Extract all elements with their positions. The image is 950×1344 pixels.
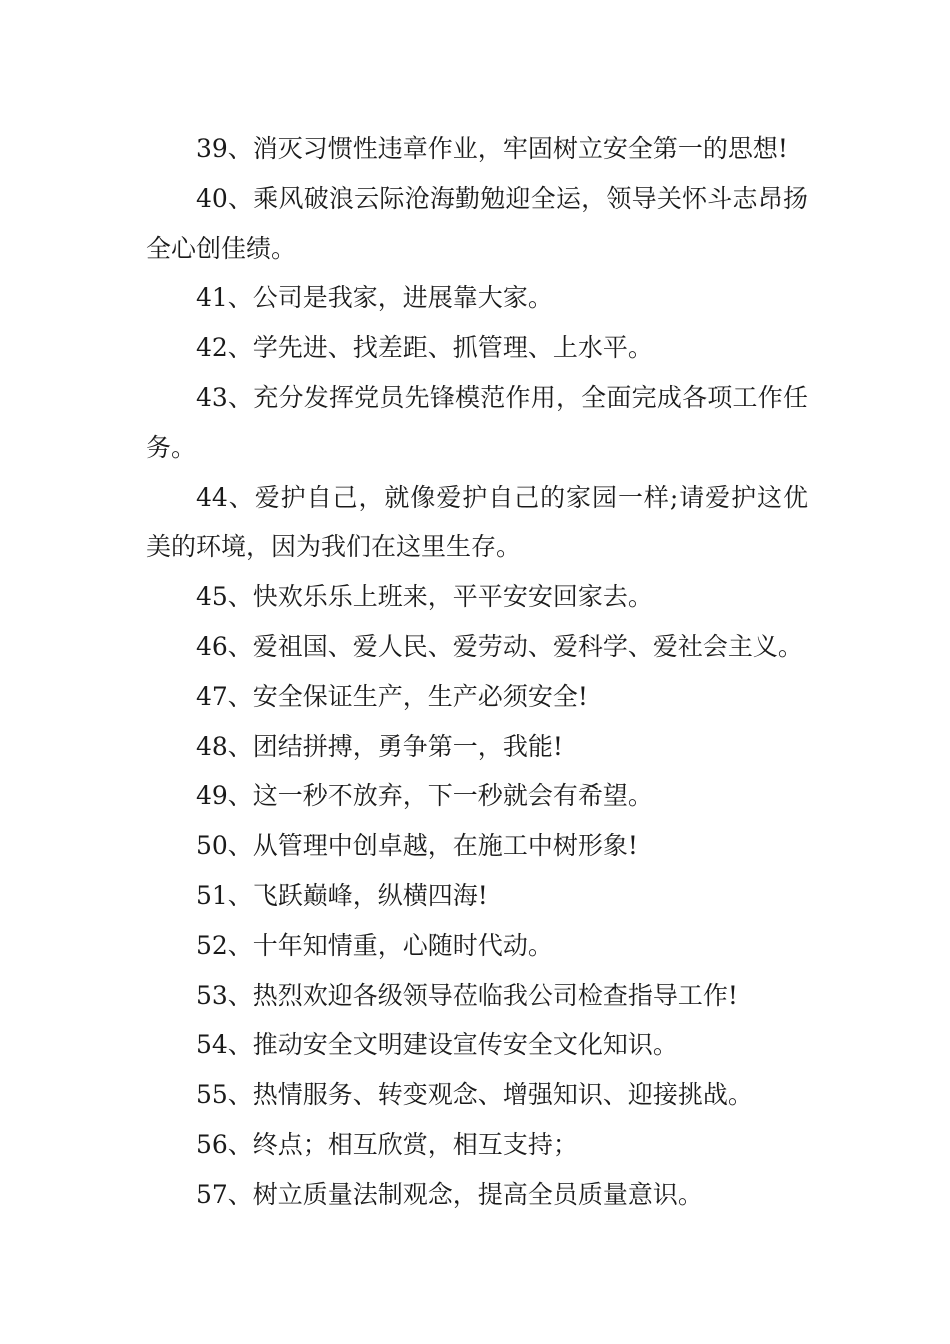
- slogan-paragraph: 53、热烈欢迎各级领导莅临我公司检查指导工作!: [196, 980, 738, 1010]
- slogan-paragraph: 48、团结拼搏，勇争第一，我能!: [196, 731, 563, 761]
- slogan-paragraph: 56、终点；相互欣赏，相互支持；: [196, 1129, 578, 1159]
- slogan-paragraph: 41、公司是我家，进展靠大家。: [196, 283, 553, 313]
- slogan-paragraph: 40、乘风破浪云际沧海勤勉迎全运，领导关怀斗志昂扬全心创佳绩。: [146, 183, 808, 263]
- slogan-paragraph: 43、充分发挥党员先锋模范作用，全面完成各项工作任务。: [146, 382, 808, 462]
- slogan-paragraph: 54、推动安全文明建设宣传安全文化知识。: [196, 1030, 678, 1060]
- slogan-paragraph: 45、快欢乐乐上班来，平平安安回家去。: [196, 582, 653, 612]
- slogan-paragraph: 51、飞跃巅峰，纵横四海!: [196, 880, 488, 910]
- slogan-paragraph: 39、消灭习惯性违章作业，牢固树立安全第一的思想!: [196, 134, 788, 163]
- slogan-paragraph: 42、学先进、找差距、抓管理、上水平。: [196, 333, 653, 363]
- slogan-paragraph: 50、从管理中创卓越，在施工中树形象!: [196, 831, 638, 861]
- slogan-paragraph: 57、树立质量法制观念，提高全员质量意识。: [196, 1179, 703, 1209]
- slogan-paragraph: 44、爱护自己，就像爱护自己的家园一样;请爱护这优美的环境，因为我们在这里生存。: [146, 482, 808, 562]
- slogan-paragraph: 49、这一秒不放弃，下一秒就会有希望。: [196, 781, 653, 811]
- slogan-paragraph: 46、爱祖国、爱人民、爱劳动、爱科学、爱社会主义。: [196, 631, 803, 661]
- document-body: [146, 124, 808, 1220]
- slogan-paragraph: 55、热情服务、转变观念、增强知识、迎接挑战。: [196, 1080, 753, 1110]
- slogan-paragraph: 47、安全保证生产，生产必须安全!: [196, 681, 588, 711]
- slogan-paragraph: 52、十年知情重，心随时代动。: [196, 930, 553, 960]
